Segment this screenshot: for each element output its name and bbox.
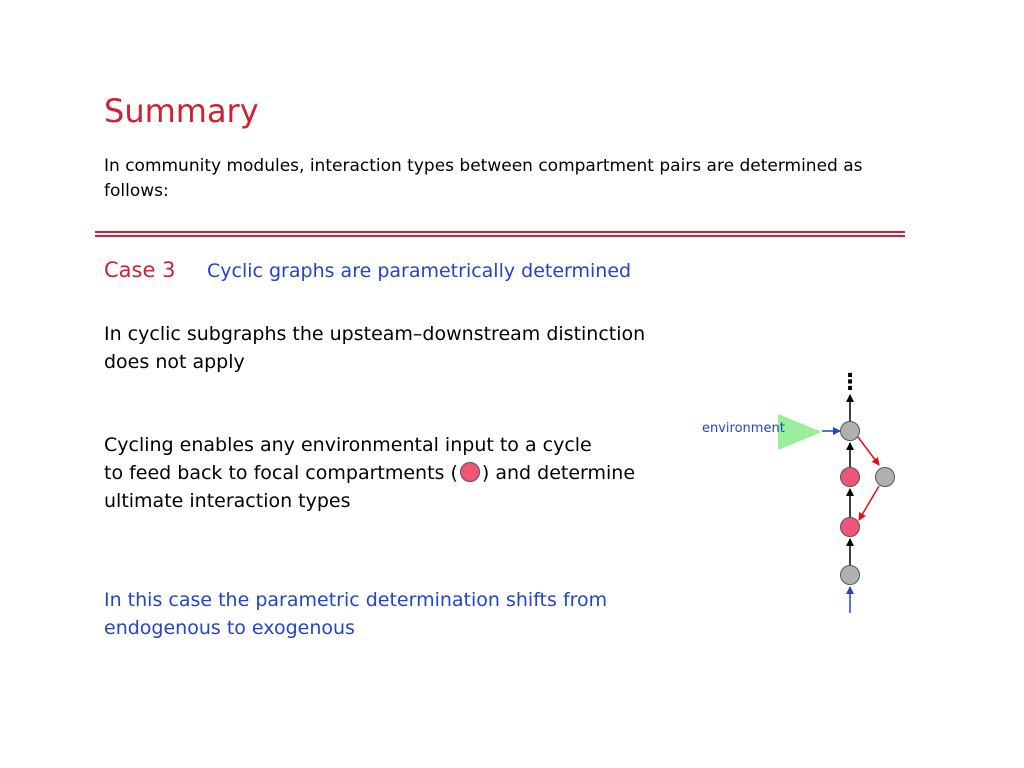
paragraph2-line1: Cycling enables any environmental input to a cycle: [104, 434, 592, 456]
cycle-diagram-svg: [690, 355, 920, 620]
intro-text: In community modules, interaction types between compartment pairs are determined as follows:: [104, 156, 863, 201]
cycle-diagram: [690, 355, 920, 624]
environment-label: environment: [702, 421, 785, 436]
paragraph2-line2-after: ) and determine: [481, 462, 636, 484]
paragraph2-line2: [104, 459, 635, 487]
focal-node-upper: [841, 468, 860, 487]
paragraph1-line1: In cyclic subgraphs the upsteam–downstream distinction: [104, 323, 646, 345]
paragraph-cyclic-subgraphs: [104, 320, 645, 376]
node-side: [876, 468, 895, 487]
feedback-arrow-out: [858, 437, 879, 465]
case-label: Case 3: [104, 258, 176, 282]
paragraph2-line2-before: to feed back to focal compartments (: [104, 462, 458, 484]
focal-node-lower: [841, 518, 860, 537]
paragraph1-line2: does not apply: [104, 351, 245, 373]
divider-line-top: [95, 231, 905, 233]
paragraph-cycling: [104, 431, 635, 515]
divider-line-bottom: [95, 235, 905, 237]
continuation-ellipsis: ⋮: [839, 370, 861, 395]
paragraph2-line3: ultimate interaction types: [104, 490, 351, 512]
case-description: Cyclic graphs are parametrically determined: [207, 260, 632, 282]
feedback-arrow-in: [859, 486, 879, 520]
paragraph3-line1: In this case the parametric determination shifts from: [104, 589, 608, 611]
paragraph-parametric-shift: [104, 586, 607, 642]
focal-node-icon: [460, 462, 480, 482]
slide-title: Summary: [104, 92, 259, 130]
node-bottom: [841, 566, 860, 585]
paragraph3-line2: endogenous to exogenous: [104, 617, 355, 639]
node-top: [841, 422, 860, 441]
